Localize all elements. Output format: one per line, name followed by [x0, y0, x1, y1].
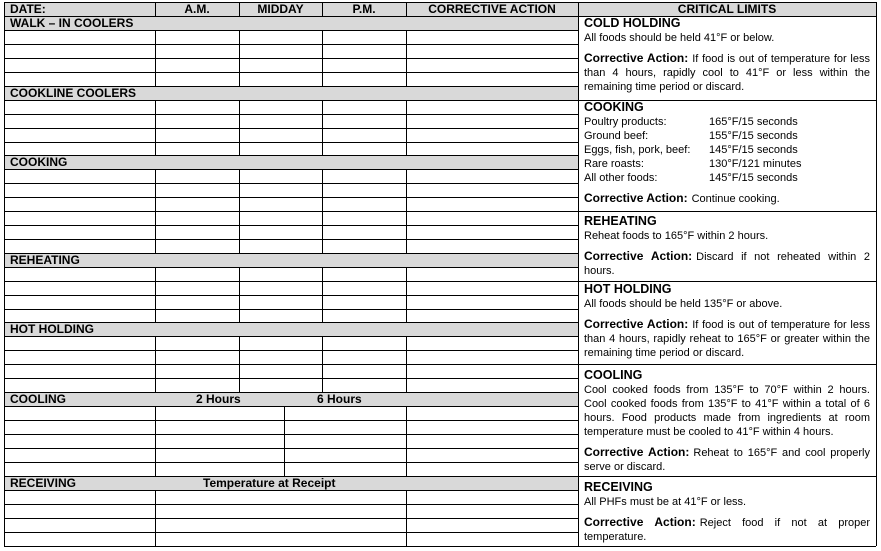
- grid-row-line: [4, 420, 578, 421]
- grid-row-line: [4, 267, 578, 268]
- cooking-food: All other foods:: [584, 172, 658, 184]
- grid-row-line: [4, 336, 578, 337]
- cooking-temp: 165°F/15 seconds: [709, 116, 798, 128]
- grid-column-line: [322, 267, 323, 322]
- corrective-action-label: Corrective Action:: [584, 191, 688, 205]
- grid-row-line: [4, 462, 578, 463]
- cold-holding-title: COLD HOLDING: [584, 16, 681, 30]
- grid-column-line: [406, 490, 407, 546]
- grid-row-line: [4, 225, 578, 226]
- cooking-item: [584, 171, 870, 185]
- cooling-text: Cool cooked foods from 135°F to 70°F within 2 hours. Cool cooked foods from 135°F to 41°F within a total of 6 hours. Food products made from ingredients at room temperature must be cooled to 41°F within 4 hours.: [584, 384, 870, 438]
- section-receiving: RECEIVING: [10, 476, 77, 490]
- corrective-action-label: Corrective Action:: [584, 445, 690, 459]
- grid-column-line: [876, 2, 877, 546]
- limits-section-line: [578, 476, 876, 477]
- grid-row-line: [4, 142, 578, 143]
- grid-column-line: [406, 30, 407, 86]
- corrective-action-column-header: CORRECTIVE ACTION: [428, 2, 556, 16]
- grid-column-line: [155, 336, 156, 392]
- cooking-item: [584, 143, 870, 157]
- grid-column-line: [239, 30, 240, 86]
- cooking-food: Ground beef:: [584, 130, 649, 142]
- receiving-limits: [584, 480, 870, 544]
- grid-row-line: [4, 490, 578, 491]
- hot-holding-corrective-text: If food is out of temperature for less than 4 hours, rapidly reheat to 165°F or greater within the remaining time period or discard.: [584, 319, 870, 359]
- section-header-band: [4, 392, 578, 406]
- grid-column-line: [322, 336, 323, 392]
- grid-row-line: [4, 169, 578, 170]
- hot-holding-title: HOT HOLDING: [584, 282, 672, 296]
- grid-column-line: [406, 406, 407, 476]
- limits-section-line: [578, 364, 876, 365]
- grid-column-line: [239, 267, 240, 322]
- date-label: DATE:: [10, 2, 46, 16]
- grid-row-line: [4, 30, 578, 31]
- section-reheating: REHEATING: [10, 253, 80, 267]
- section-header-band: [4, 155, 578, 169]
- grid-row-line: [4, 364, 578, 365]
- hot-holding-corrective: [584, 317, 870, 360]
- grid-row-line: [4, 155, 578, 156]
- cooling-limits: [584, 368, 870, 474]
- cooking-food: Poultry products:: [584, 116, 667, 128]
- reheating-corrective: [584, 249, 870, 278]
- grid-row-line: [4, 406, 578, 407]
- grid-column-line: [4, 2, 5, 546]
- grid-column-line: [239, 336, 240, 392]
- grid-row-line: [4, 197, 578, 198]
- grid-row-line: [4, 546, 578, 547]
- receiving-temperature-label: Temperature at Receipt: [203, 476, 336, 490]
- grid-column-line: [322, 100, 323, 155]
- limits-section-line: [578, 211, 876, 212]
- cooking-title: COOKING: [584, 100, 644, 114]
- section-header-band: [4, 253, 578, 267]
- grid-row-line: [4, 434, 578, 435]
- grid-column-line: [284, 406, 285, 476]
- corrective-action-label: Corrective Action:: [584, 317, 689, 331]
- grid-column-line: [322, 169, 323, 253]
- cooking-limits: [584, 100, 870, 206]
- grid-row-line: [4, 281, 578, 282]
- grid-row-line: [4, 114, 578, 115]
- receiving-title: RECEIVING: [584, 480, 653, 494]
- grid-row-line: [4, 392, 578, 393]
- cooling-6-hours-label: 6 Hours: [317, 392, 362, 406]
- grid-row-line: [4, 183, 578, 184]
- cooling-corrective: [584, 445, 870, 474]
- grid-column-line: [239, 100, 240, 155]
- grid-row-line: [4, 309, 578, 310]
- hot-holding-limits: [584, 282, 870, 360]
- grid-column-line: [155, 406, 156, 476]
- reheating-corrective-text: Discard if not reheated within 2 hours.: [584, 251, 871, 277]
- cold-holding-text: All foods should be held 41°F or below.: [584, 32, 775, 44]
- grid-column-line: [155, 169, 156, 253]
- pm-column-header: P.M.: [352, 2, 376, 16]
- grid-row-line: [4, 253, 578, 254]
- cold-holding-limits: [584, 16, 870, 94]
- cooling-title: COOLING: [584, 368, 643, 382]
- cooking-item: [584, 157, 870, 171]
- cooking-corrective: [584, 191, 870, 206]
- grid-row-line: [4, 448, 578, 449]
- grid-column-line: [406, 336, 407, 392]
- grid-column-line: [322, 30, 323, 86]
- corrective-action-label: Corrective Action:: [584, 515, 696, 529]
- grid-column-line: [406, 100, 407, 155]
- section-cooling: COOLING: [10, 392, 66, 406]
- grid-column-line: [406, 267, 407, 322]
- cooking-item: [584, 115, 870, 129]
- section-cooking: COOKING: [10, 155, 68, 169]
- grid-row-line: [4, 532, 578, 533]
- grid-row-line: [4, 518, 578, 519]
- grid-row-line: [4, 295, 578, 296]
- midday-column-header: MIDDAY: [257, 2, 304, 16]
- grid-row-line: [4, 72, 578, 73]
- reheating-text: Reheat foods to 165°F within 2 hours.: [584, 230, 769, 242]
- section-hot-holding: HOT HOLDING: [10, 322, 94, 336]
- grid-row-line: [4, 44, 578, 45]
- am-column-header: A.M.: [184, 2, 210, 16]
- hot-holding-text: All foods should be held 135°F or above.: [584, 298, 783, 310]
- section-walk-in-coolers: WALK – IN COOLERS: [10, 16, 134, 30]
- cooking-food: Eggs, fish, pork, beef:: [584, 144, 691, 156]
- cold-holding-corrective: [584, 51, 870, 94]
- cooking-corrective-text: Continue cooking.: [691, 193, 780, 205]
- reheating-limits: [584, 214, 870, 278]
- cooking-food: Rare roasts:: [584, 158, 644, 170]
- corrective-action-label: Corrective Action:: [584, 249, 693, 263]
- grid-row-line: [4, 128, 578, 129]
- grid-column-line: [155, 100, 156, 155]
- grid-row-line: [4, 239, 578, 240]
- grid-row-line: [4, 100, 578, 101]
- grid-row-line: [4, 378, 578, 379]
- cooking-temp: 145°F/15 seconds: [709, 172, 798, 184]
- receiving-corrective: [584, 515, 870, 544]
- grid-row-line: [4, 58, 578, 59]
- grid-column-line: [239, 169, 240, 253]
- section-cookline-coolers: COOKLINE COOLERS: [10, 86, 137, 100]
- cold-holding-corrective-text: If food is out of temperature for less than 4 hours, rapidly cool to 41°F or less within the remaining time period or discard.: [584, 53, 870, 93]
- grid-column-line: [155, 490, 156, 546]
- grid-column-line: [406, 169, 407, 253]
- grid-row-line: [4, 350, 578, 351]
- cooling-2-hours-label: 2 Hours: [196, 392, 241, 406]
- receiving-corrective-text: Reject food if not at proper temperature.: [584, 517, 871, 543]
- cooking-temp: 145°F/15 seconds: [709, 144, 798, 156]
- cooking-item: [584, 129, 870, 143]
- reheating-title: REHEATING: [584, 214, 657, 228]
- grid-column-line: [578, 2, 579, 546]
- receiving-text: All PHFs must be at 41°F or less.: [584, 496, 747, 508]
- cooling-corrective-text: Reheat to 165°F and cool properly serve or discard.: [584, 447, 871, 473]
- cooking-temp: 130°F/121 minutes: [709, 158, 802, 170]
- grid-row-line: [4, 504, 578, 505]
- grid-row-line: [4, 211, 578, 212]
- corrective-action-label: Corrective Action:: [584, 51, 689, 65]
- grid-column-line: [155, 30, 156, 86]
- critical-limits-header: CRITICAL LIMITS: [677, 2, 777, 16]
- limits-section-line: [578, 546, 876, 547]
- grid-column-line: [155, 267, 156, 322]
- cooking-temp: 155°F/15 seconds: [709, 130, 798, 142]
